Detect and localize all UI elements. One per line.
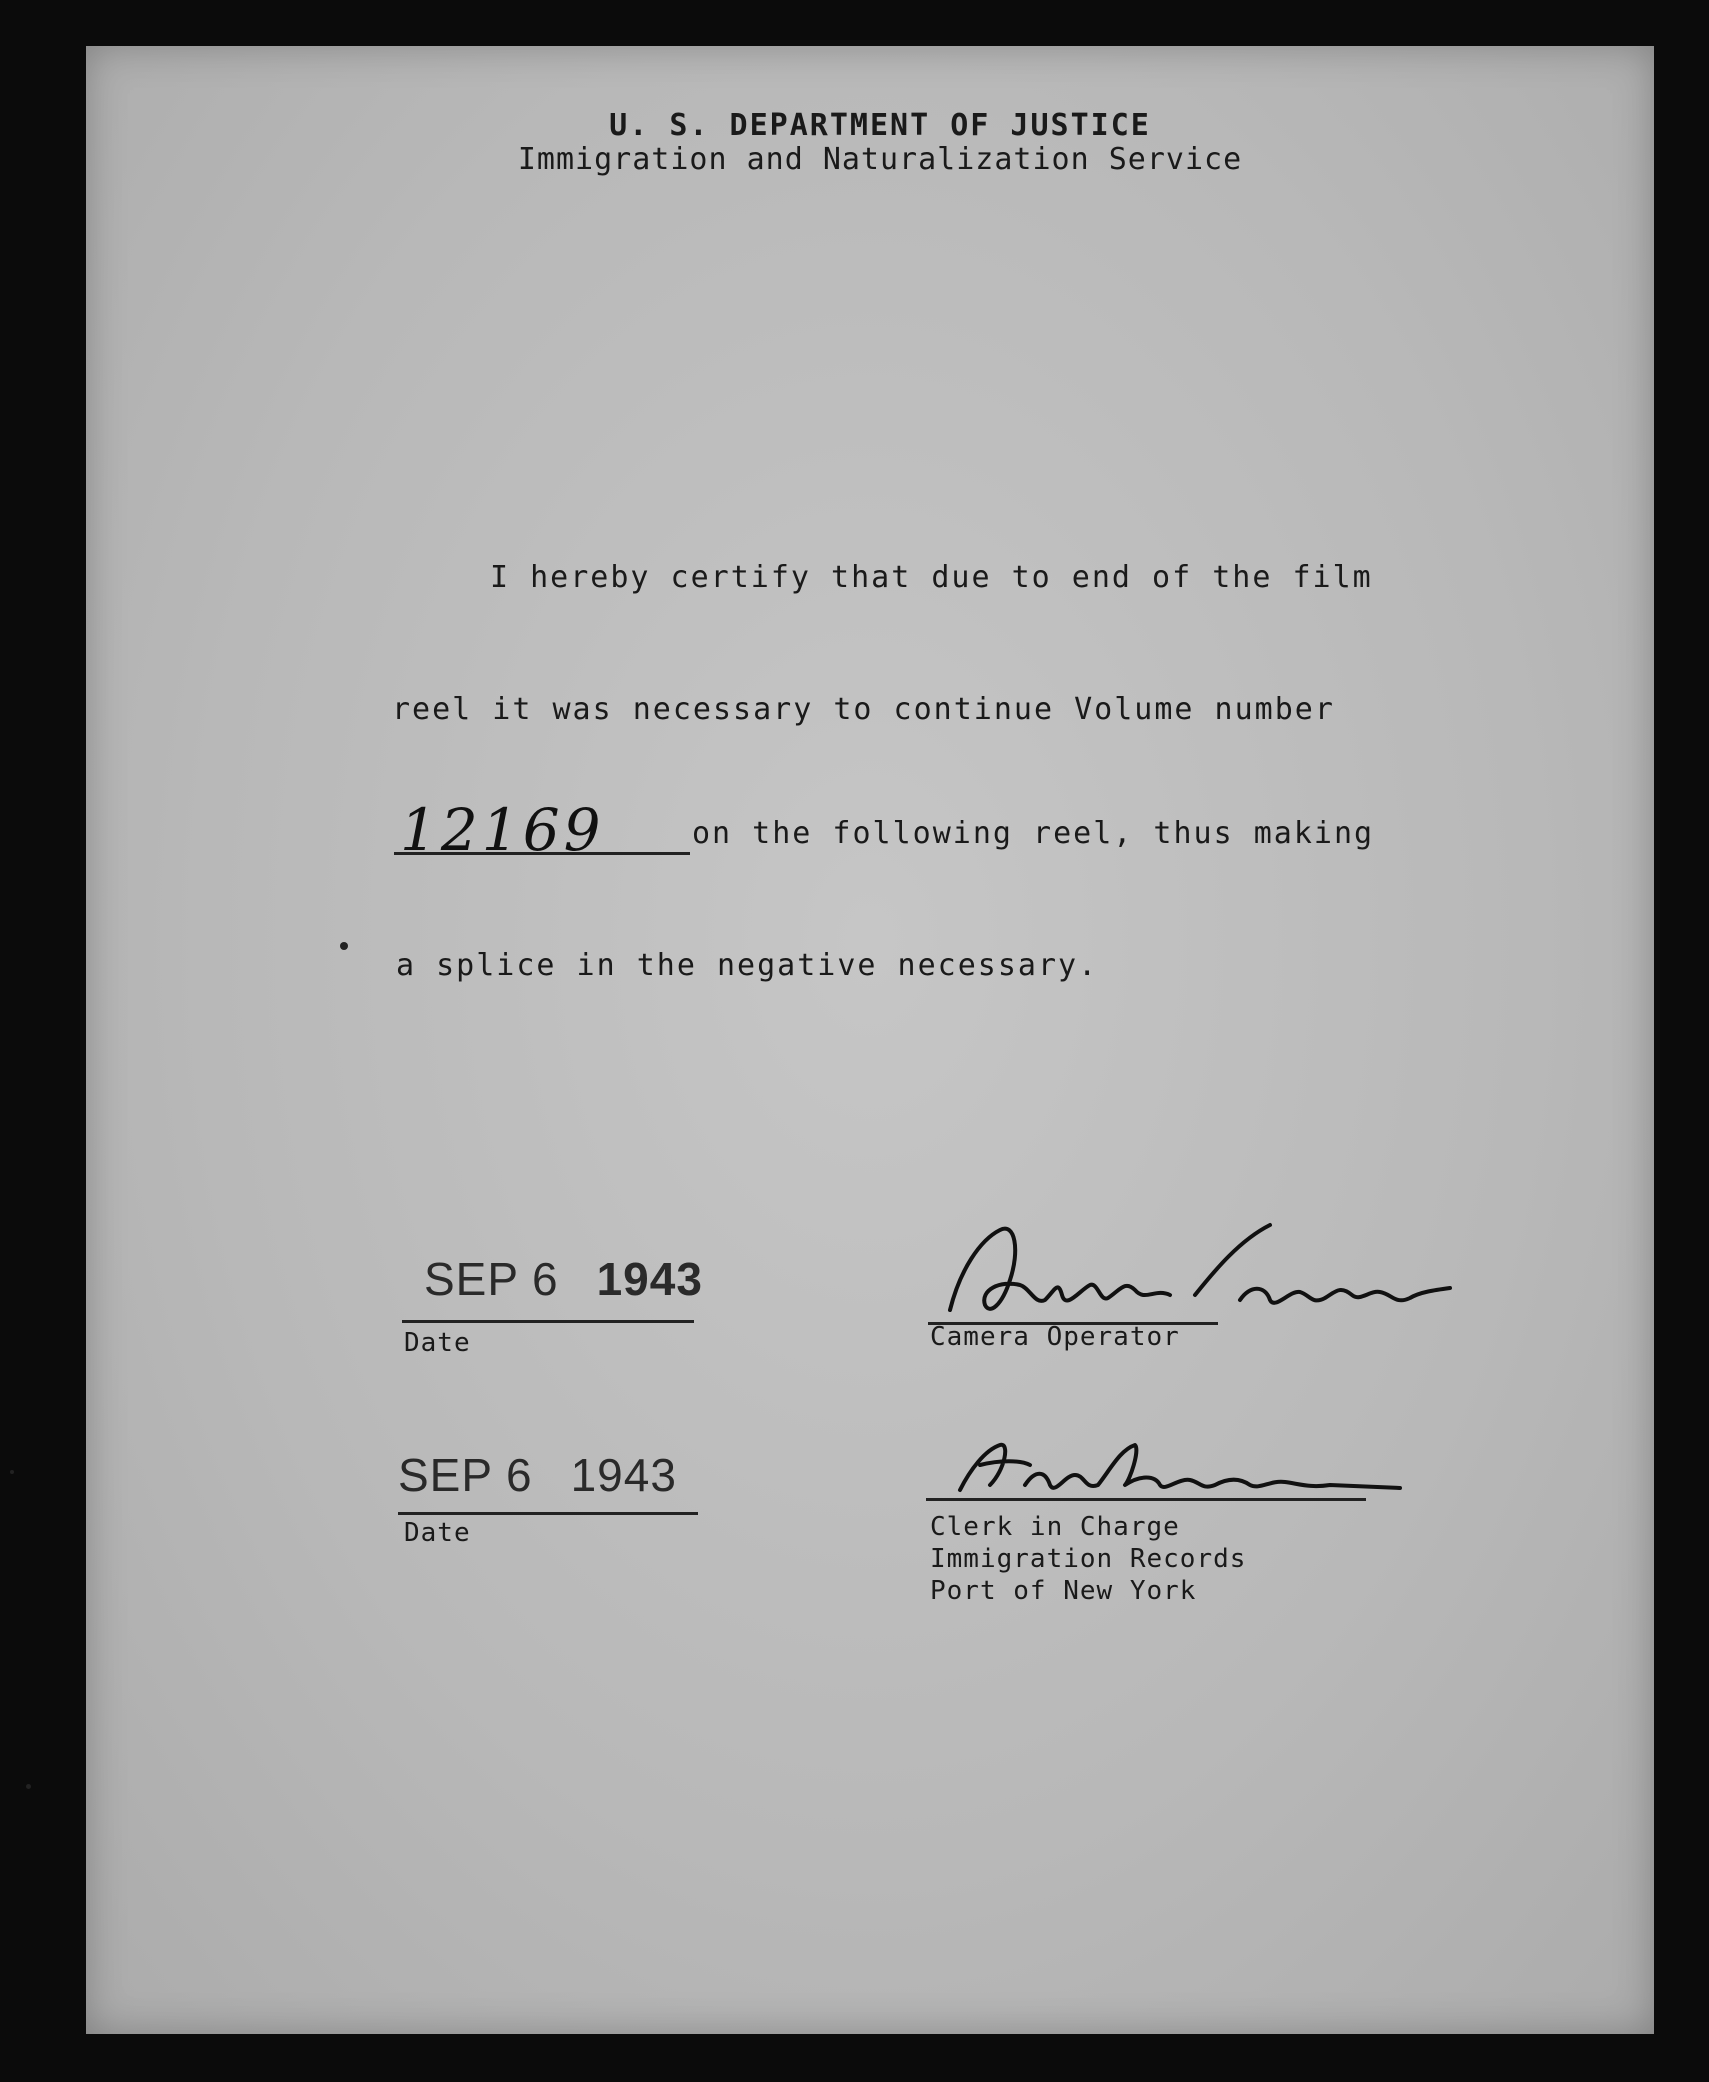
volume-number-handwritten: 12169 (400, 796, 605, 864)
date-2-line (398, 1512, 698, 1515)
body-line-2: reel it was necessary to continue Volume number (392, 692, 1335, 727)
clerk-role-line-1: Clerk in Charge (930, 1512, 1180, 1542)
date-stamp-1-month-day: SEP 6 (424, 1253, 559, 1305)
signature-camera-operator (940, 1210, 1460, 1340)
date-1-line (402, 1320, 694, 1323)
date-2-label: Date (404, 1518, 471, 1548)
date-stamp-2 (398, 1448, 677, 1502)
date-stamp-1 (424, 1252, 703, 1306)
header-department: U. S. DEPARTMENT OF JUSTICE (609, 108, 1151, 143)
date-stamp-2-year: 1943 (570, 1449, 677, 1501)
clerk-line (926, 1498, 1366, 1501)
ink-speck (26, 1784, 31, 1789)
ink-speck (10, 1470, 14, 1474)
camera-operator-role: Camera Operator (930, 1322, 1180, 1352)
date-1-label: Date (404, 1328, 471, 1358)
date-stamp-2-month-day: SEP 6 (398, 1449, 533, 1501)
document-sheet (86, 46, 1654, 2034)
date-stamp-1-year: 1943 (596, 1253, 703, 1305)
body-line-4: a splice in the negative necessary. (396, 948, 1099, 983)
volume-number-underline (394, 852, 690, 855)
body-line-3: on the following reel, thus making (692, 816, 1375, 851)
ink-speck (340, 942, 348, 950)
clerk-role-line-2: Immigration Records (930, 1544, 1247, 1574)
clerk-role-line-3: Port of New York (930, 1576, 1197, 1606)
header-service: Immigration and Naturalization Service (517, 142, 1243, 177)
body-line-1: I hereby certify that due to end of the film (490, 560, 1373, 595)
